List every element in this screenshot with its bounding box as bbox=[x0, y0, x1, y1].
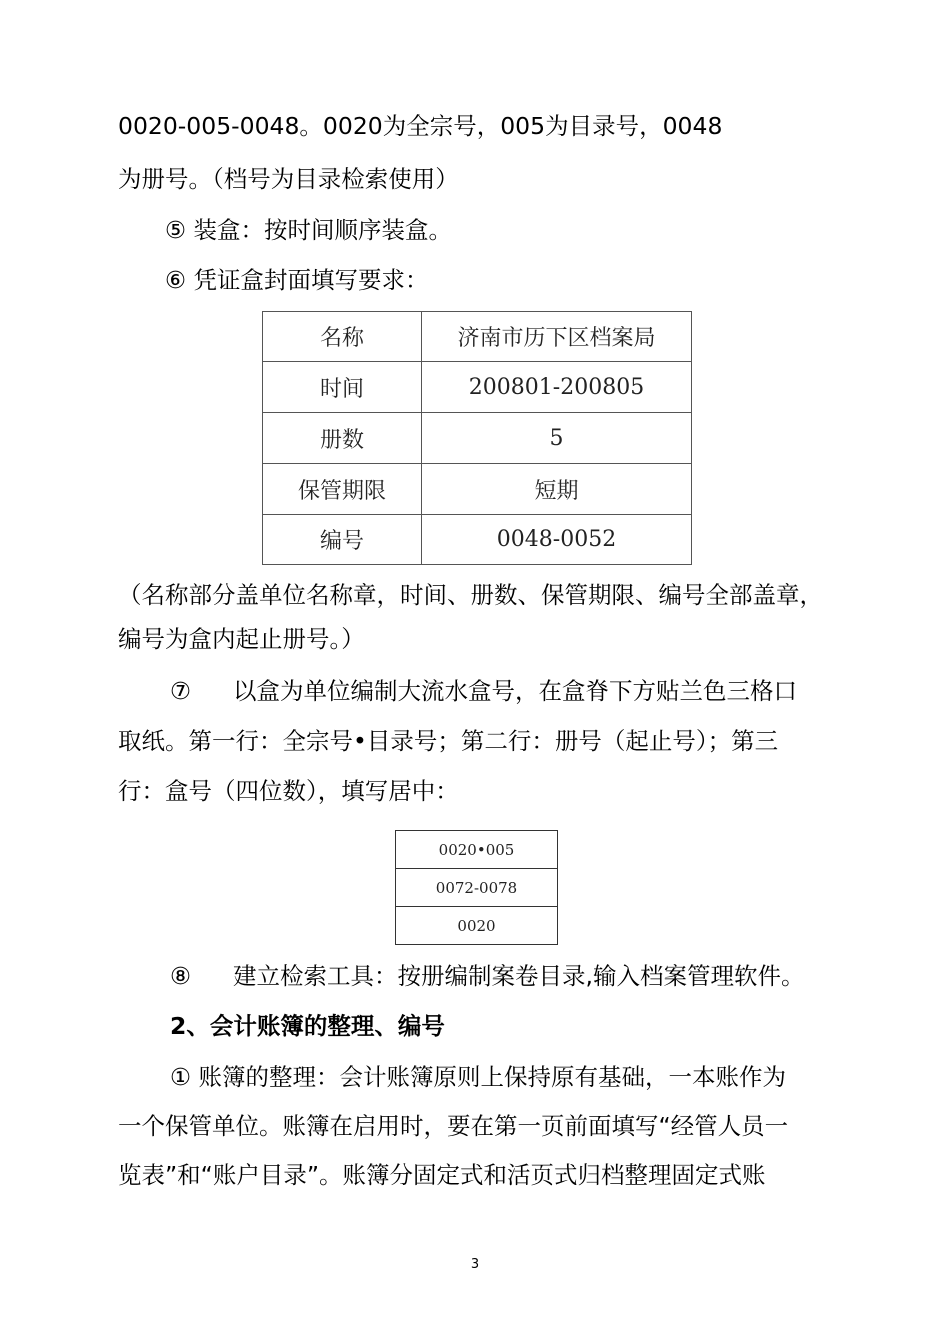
text-line-1: 0020-005-0048。0020为全宗号，005为目录号，0048 bbox=[118, 112, 723, 140]
spine-cell: 0020 bbox=[396, 907, 558, 945]
text-line-5: （名称部分盖单位名称章，时间、册数、保管期限、编号全部盖章， bbox=[118, 581, 823, 609]
text-line-13: 一个保管单位。账簿在启用时，要在第一页前面填写“经管人员一 bbox=[118, 1112, 789, 1140]
text-line-9: 行：盒号（四位数），填写居中： bbox=[118, 777, 459, 805]
text-line-2: 为册号。（档号为目录检索使用） bbox=[118, 165, 459, 193]
table-row bbox=[263, 413, 692, 464]
table-cell-label: 保管期限 bbox=[263, 464, 422, 515]
table-cell-value: 5 bbox=[422, 413, 692, 464]
table-cell-label: 名称 bbox=[263, 312, 422, 362]
text-line-10: 建立检索工具：按册编制案卷目录,输入档案管理软件。 bbox=[233, 962, 805, 990]
table-row bbox=[263, 515, 692, 565]
text-line-3: ⑤ 装盒：按时间顺序装盒。 bbox=[165, 216, 453, 244]
table-row bbox=[396, 869, 558, 907]
text-line-6: 编号为盒内起止册号。） bbox=[118, 625, 365, 653]
step-7-number: ⑦ bbox=[170, 677, 192, 705]
table-row bbox=[263, 464, 692, 515]
text-line-7: 以盒为单位编制大流水盒号，在盒脊下方贴兰色三格口 bbox=[233, 677, 797, 705]
text-line-4: ⑥ 凭证盒封面填写要求： bbox=[165, 266, 429, 294]
text-line-8: 取纸。第一行：全宗号•目录号；第二行：册号（起止号）；第三 bbox=[118, 727, 779, 755]
spine-cell: 0072-0078 bbox=[396, 869, 558, 907]
table-cell-value: 0048-0052 bbox=[422, 515, 692, 565]
spine-label-table bbox=[395, 830, 558, 945]
page-number: 3 bbox=[470, 1257, 480, 1272]
table-cell-value: 200801-200805 bbox=[422, 362, 692, 413]
table-cell-value: 短期 bbox=[422, 464, 692, 515]
step-8-number: ⑧ bbox=[170, 962, 192, 990]
table-cell-label: 册数 bbox=[263, 413, 422, 464]
text-line-14: 览表”和“账户目录”。账簿分固定式和活页式归档整理固定式账 bbox=[118, 1161, 766, 1189]
table-row bbox=[396, 907, 558, 945]
table-cell-label: 编号 bbox=[263, 515, 422, 565]
text-line-12: ① 账簿的整理：会计账簿原则上保持原有基础，一本账作为 bbox=[170, 1063, 787, 1091]
table-cell-value: 济南市历下区档案局 bbox=[422, 312, 692, 362]
table-row bbox=[396, 831, 558, 869]
section-heading: 2、会计账簿的整理、编号 bbox=[170, 1012, 445, 1040]
spine-cell: 0020•005 bbox=[396, 831, 558, 869]
table-cell-label: 时间 bbox=[263, 362, 422, 413]
table-row bbox=[263, 312, 692, 362]
table-row bbox=[263, 362, 692, 413]
cover-requirements-table bbox=[262, 311, 692, 565]
